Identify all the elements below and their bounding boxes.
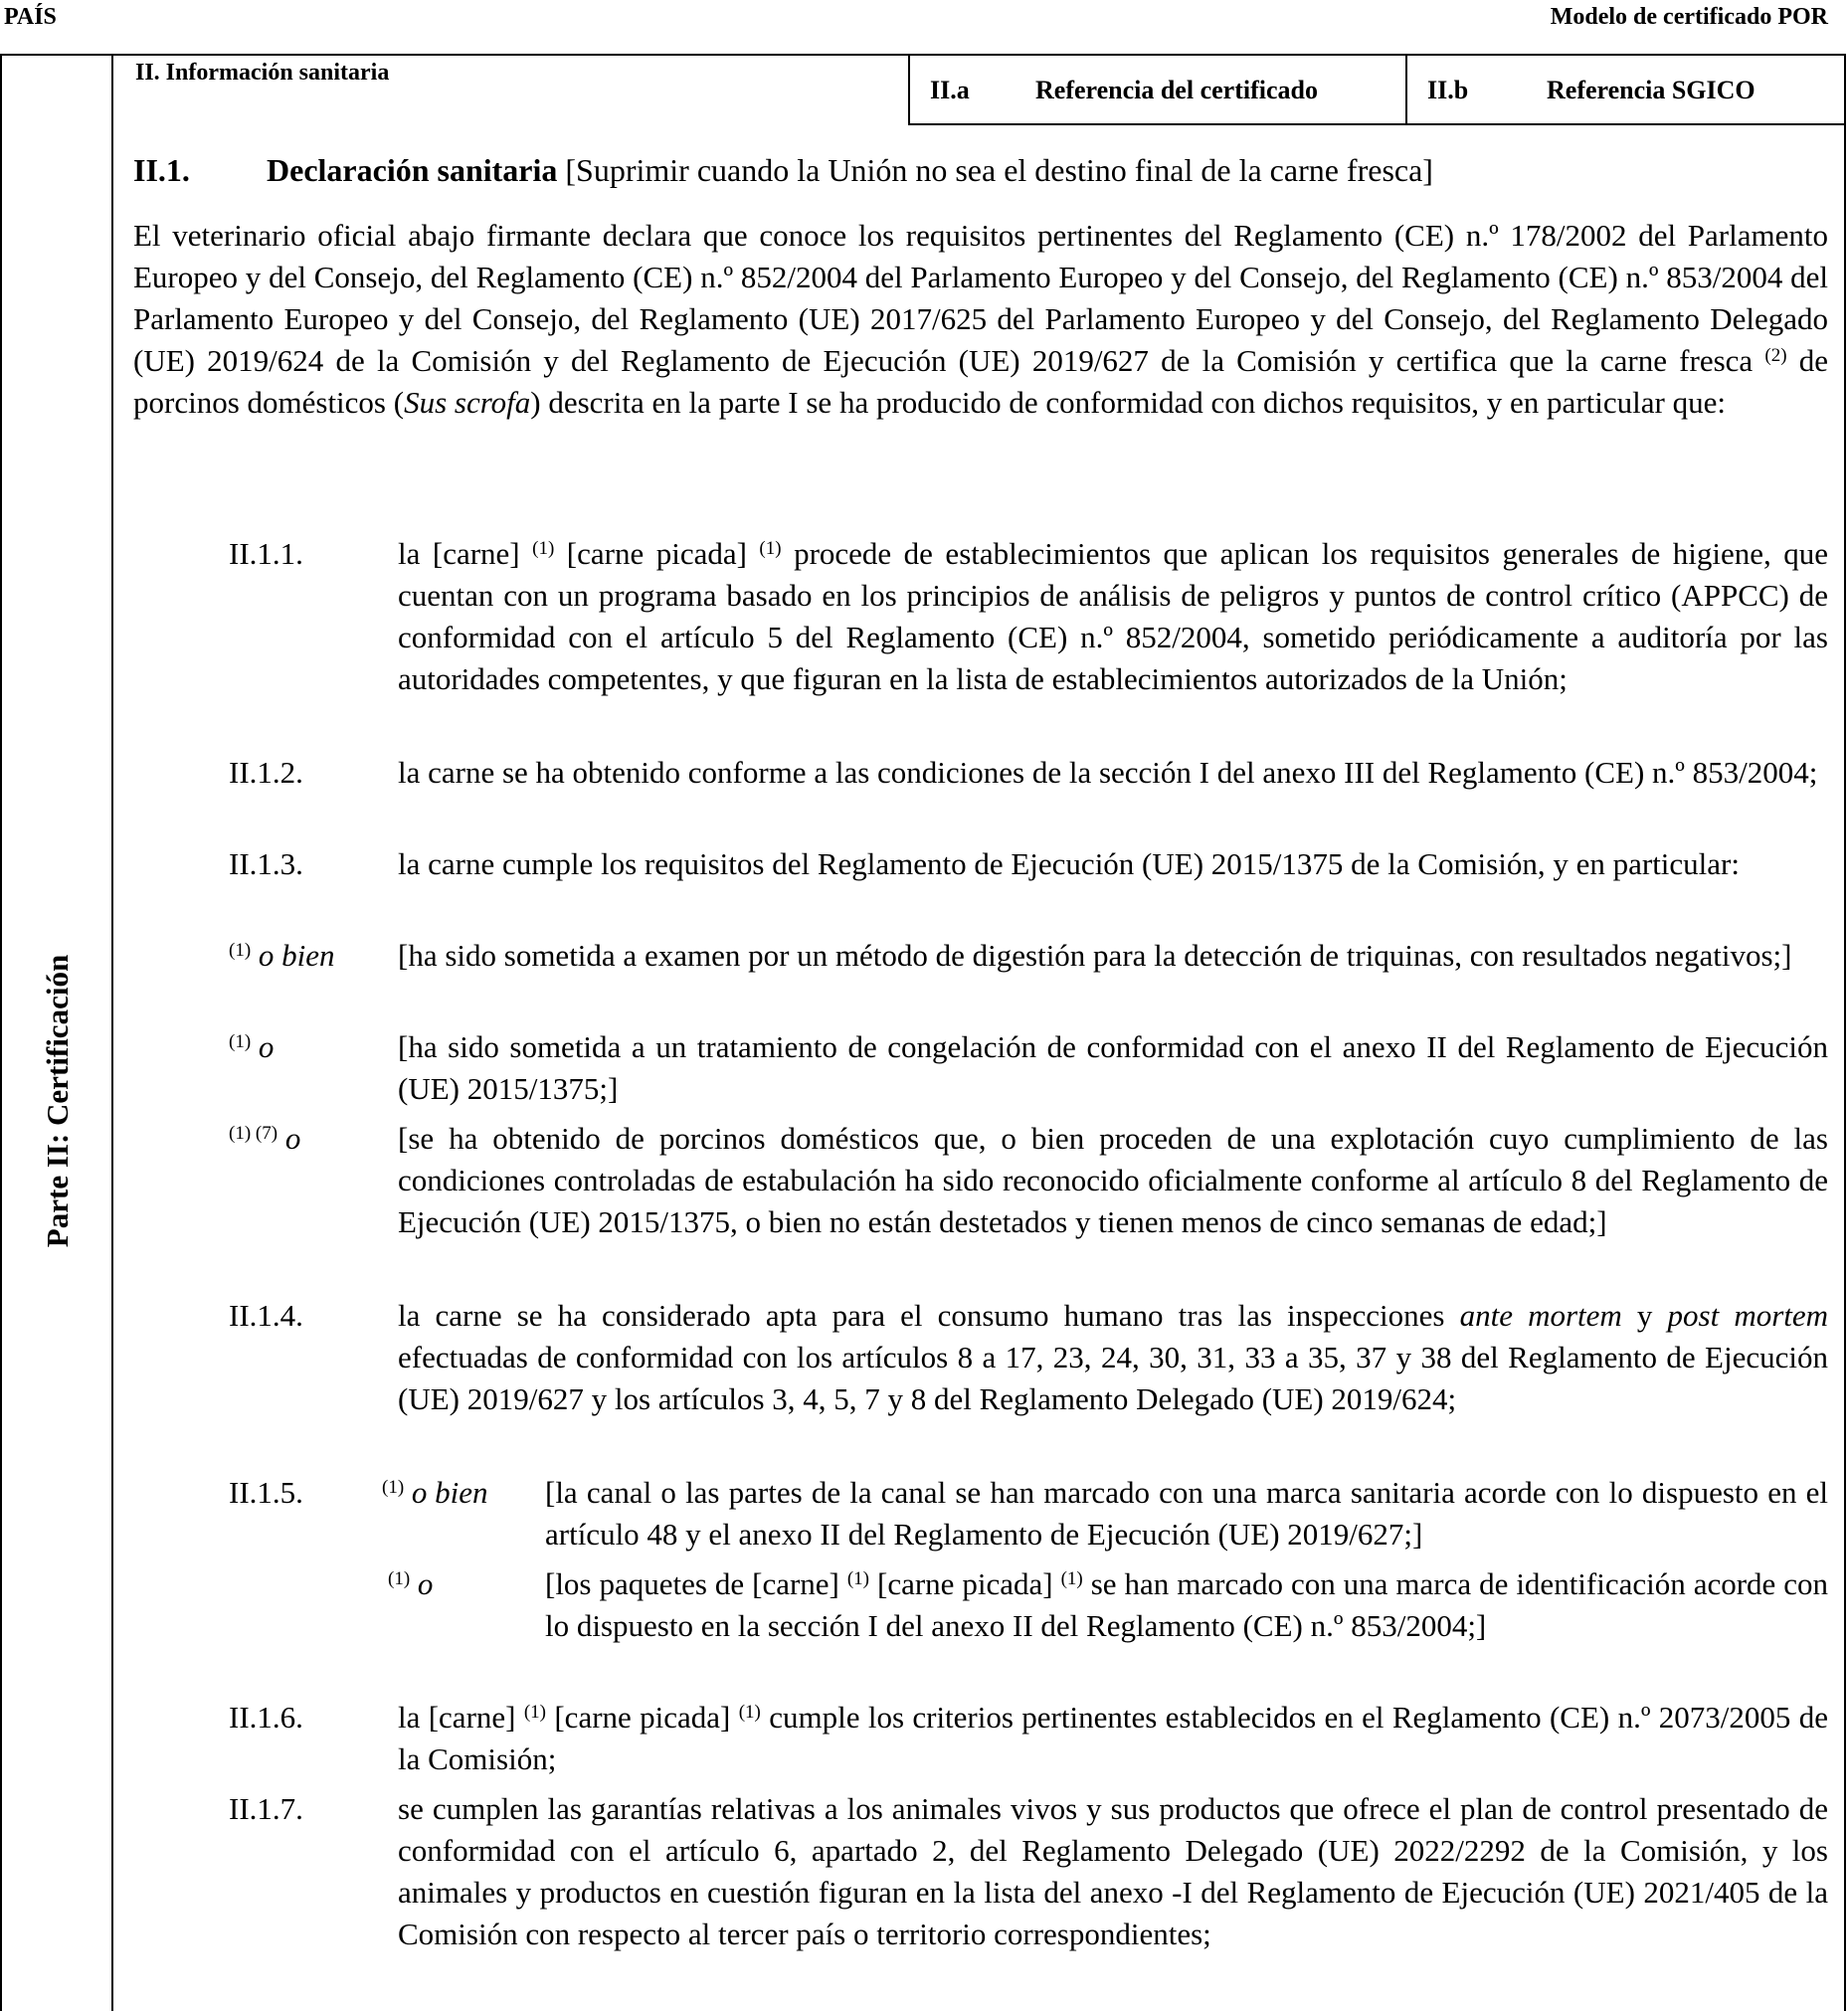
clause-text: y xyxy=(1636,1298,1653,1333)
option-1-3-c xyxy=(229,1118,1828,1243)
clause-1-6 xyxy=(229,1697,1828,1780)
declaration-intro xyxy=(133,215,1828,424)
footnote-ref: (1) xyxy=(1060,1568,1083,1589)
ref-b-code: II.b xyxy=(1427,76,1469,104)
option-1-3-a xyxy=(229,935,1828,977)
footnote-ref: (1) xyxy=(738,1702,761,1723)
clause-label: II.1.1. xyxy=(229,536,303,571)
ref-a-code: II.a xyxy=(930,76,970,104)
footnote-ref: (1) xyxy=(382,1477,405,1498)
clause-text: la carne cumple los requisitos del Reglamento de Ejecución (UE) 2015/1375 de la Comisión, y en particular: xyxy=(398,846,1740,881)
clause-text: se cumplen las garantías relativas a los animales vivos y sus productos que ofrece el plan de control presentado de conformidad con el artículo 6, apartado 2, del Reglamento Delegado (UE) 2022/2292 de la Comisión, y los animales y productos en cuestión figuran en la lista del anexo -I del Reglamento de Ejecución (UE) 2021/405 de la Comisión con respecto al tercer país o territorio correspondientes; xyxy=(398,1791,1828,1951)
declaration-title: Declaración sanitaria xyxy=(267,152,558,188)
clause-label: II.1.3. xyxy=(229,846,303,881)
clause-text: la carne se ha obtenido conforme a las condiciones de la sección I del anexo III del Reglamento (CE) n.º 853/2004; xyxy=(398,755,1818,790)
clause-label: II.1.4. xyxy=(229,1298,303,1333)
declaration-note: [Suprimir cuando la Unión no sea el destino final de la carne fresca] xyxy=(565,152,1433,188)
footnote-ref: (1) xyxy=(846,1568,870,1589)
option-text: se han marcado con una marca de identificación acorde con lo dispuesto en la sección I del anexo II del Reglamento (CE) n.º 853/2004;] xyxy=(545,1566,1829,1643)
certificate-reference-box xyxy=(908,56,1405,125)
option-text: [ha sido sometida a un tratamiento de congelación de conformidad con el anexo II del Reglamento de Ejecución (UE) 2015/1375;] xyxy=(398,1029,1828,1106)
clause-label: II.1.5. xyxy=(229,1475,303,1510)
option-text: [carne picada] xyxy=(877,1566,1053,1601)
clause-label: II.1.7. xyxy=(229,1791,303,1826)
clause-label: II.1.2. xyxy=(229,755,303,790)
intro-text: ) descrita en la parte I se ha producido de conformidad con dichos requisitos, y en particular que: xyxy=(530,385,1726,420)
ref-b-label: Referencia SGICO xyxy=(1547,76,1756,104)
clause-text: la [carne] xyxy=(398,1700,516,1735)
option-1-5-b xyxy=(388,1563,1828,1647)
footnote-ref: (1) xyxy=(229,940,252,961)
clause-text: efectuadas de conformidad con los artículos 8 a 17, 23, 24, 30, 31, 33 a 35, 37 y 38 del Reglamento de Ejecución (UE) 2019/627 y los artículos 3, 4, 5, 7 y 8 del Reglamento Delegado (UE) 2019/624; xyxy=(398,1340,1828,1416)
clause-text: procede de establecimientos que aplican los requisitos generales de higiene, que cuentan con un programa basado en los principios de análisis de peligros y puntos de control crítico (APPCC) de conformidad con el artículo 5 del Reglamento (CE) n.º 852/2004, sometido periódicamente a auditoría por las autoridades competentes, y que figuran en la lista de establecimientos autorizados de la Unión; xyxy=(398,536,1829,696)
intro-text: de porcinos domésticos ( xyxy=(133,343,1828,420)
option-text: [ha sido sometida a examen por un método de digestión para la detección de triquinas, con resultados negativos;] xyxy=(398,938,1792,973)
clause-term: post mortem xyxy=(1667,1298,1829,1333)
footnote-ref: (1) (7) xyxy=(229,1123,278,1144)
clause-label: II.1.6. xyxy=(229,1700,303,1735)
clause-term: ante mortem xyxy=(1459,1298,1622,1333)
option-1-3-b xyxy=(229,1026,1828,1110)
intro-text: El veterinario oficial abajo firmante declara que conoce los requisitos pertinentes del Reglamento (CE) n.º 178/2002 del Parlamento Europeo y del Consejo, del Reglamento (CE) n.º 852/2004 del Parlamento Europeo y del Consejo, del Reglamento (CE) n.º 853/2004 del Parlamento Europeo y del Consejo, del Reglamento (UE) 2017/625 del Parlamento Europeo y del Consejo, del Reglamento Delegado (UE) 2019/624 de la Comisión y del Reglamento de Ejecución (UE) 2019/627 de la Comisión y certifica que la carne fresca xyxy=(133,218,1828,378)
clause-text: cumple los criterios pertinentes establecidos en el Reglamento (CE) n.º 2073/2005 de la Comisión; xyxy=(398,1700,1829,1776)
clause-1-1 xyxy=(229,533,1828,700)
footnote-ref: (1) xyxy=(759,538,782,559)
declaration-heading xyxy=(133,149,1433,191)
sgico-reference-box xyxy=(1405,56,1846,125)
option-label: o bien xyxy=(411,1475,488,1510)
option-text: [la canal o las partes de la canal se han marcado con una marca sanitaria acorde con lo dispuesto en el artículo 48 y el anexo II del Reglamento de Ejecución (UE) 2019/627;] xyxy=(545,1475,1828,1552)
option-1-5-a xyxy=(382,1472,1828,1555)
option-label: o bien xyxy=(258,938,335,973)
species-name: Sus scrofa xyxy=(404,385,531,420)
part-title: Parte II: Certificación xyxy=(40,954,75,1248)
clause-text: [carne picada] xyxy=(554,1700,731,1735)
section-title: II. Información sanitaria xyxy=(135,60,390,86)
ref-a-label: Referencia del certificado xyxy=(1035,76,1318,104)
clause-1-3 xyxy=(229,843,1828,885)
option-label: o xyxy=(417,1566,434,1601)
option-label: o xyxy=(258,1029,275,1064)
clause-1-2 xyxy=(229,752,1828,794)
clause-text: la carne se ha considerado apta para el consumo humano tras las inspecciones xyxy=(398,1298,1445,1333)
footnote-ref: (1) xyxy=(532,538,555,559)
footnote-ref: (1) xyxy=(388,1568,411,1589)
footnote-ref: (2) xyxy=(1764,345,1787,366)
clause-1-7 xyxy=(229,1788,1828,1955)
footnote-ref: (1) xyxy=(523,1702,546,1723)
side-column xyxy=(2,56,113,2011)
option-text: [se ha obtenido de porcinos domésticos que, o bien proceden de una explotación cuyo cumplimiento de las condiciones controladas de estabulación ha sido reconocido oficialmente conforme al artículo 8 del Reglamento de Ejecución (UE) 2015/1375, o bien no están destetados y tienen menos de cinco semanas de edad;] xyxy=(398,1121,1828,1239)
clause-1-4 xyxy=(229,1295,1828,1420)
country-label: PAÍS xyxy=(4,4,57,30)
certificate-model: Modelo de certificado POR xyxy=(1550,4,1828,30)
declaration-number: II.1. xyxy=(133,152,190,188)
clause-text: la [carne] xyxy=(398,536,520,571)
footnote-ref: (1) xyxy=(229,1031,252,1052)
option-label: o xyxy=(284,1121,301,1156)
clause-text: [carne picada] xyxy=(566,536,747,571)
option-text: [los paquetes de [carne] xyxy=(545,1566,839,1601)
